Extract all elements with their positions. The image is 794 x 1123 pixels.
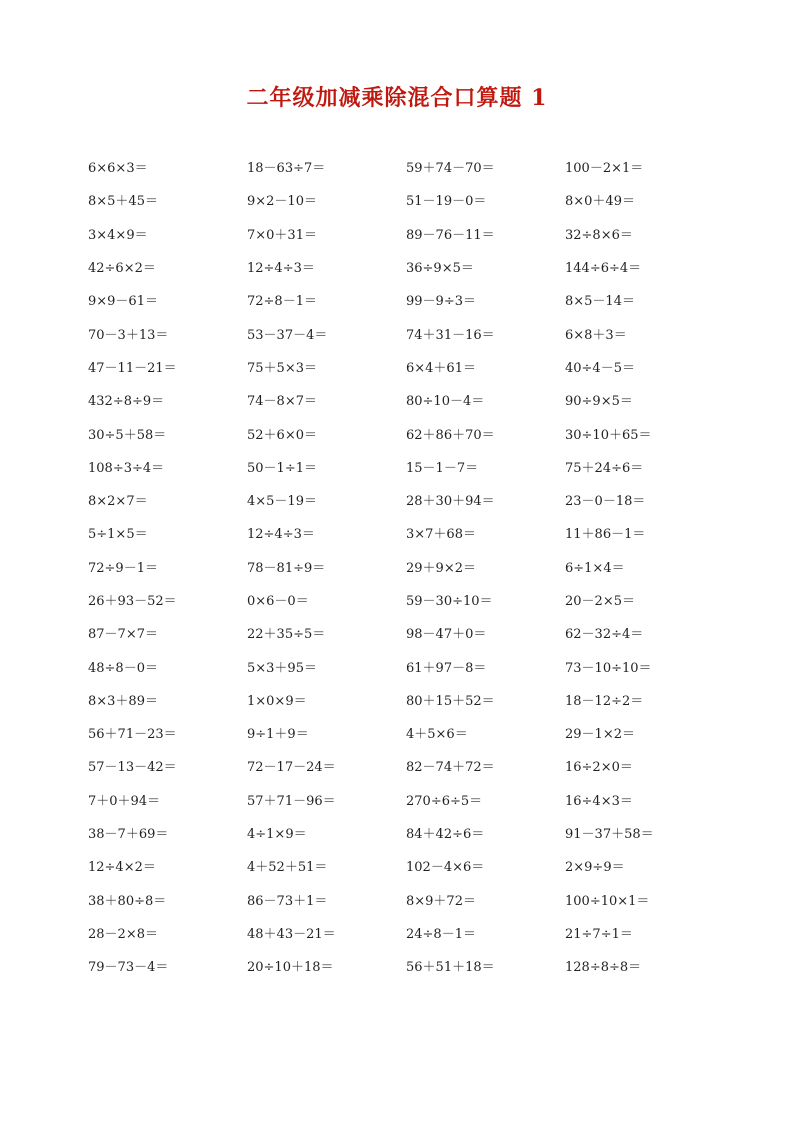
problem-item: 100－2×1＝ [565, 161, 644, 177]
problem-item: 2×9÷9＝ [565, 860, 625, 876]
problem-item: 108÷3÷4＝ [88, 460, 165, 476]
problem-item: 47－11－21＝ [88, 360, 177, 376]
problem-item: 80＋15＋52＝ [406, 693, 495, 709]
problem-item: 29＋9×2＝ [406, 560, 476, 576]
problem-item: 61＋97－8＝ [406, 660, 487, 676]
problem-item: 12÷4×2＝ [88, 860, 156, 876]
problem-item: 73－10÷10＝ [565, 660, 652, 676]
problem-item: 74－8×7＝ [247, 394, 317, 410]
problem-item: 102－4×6＝ [406, 860, 485, 876]
problem-grid [88, 150, 748, 982]
problem-item: 18－12÷2＝ [565, 693, 644, 709]
problem-item: 48＋43－21＝ [247, 926, 336, 942]
problem-item: 32÷8×6＝ [565, 227, 633, 243]
problem-row [88, 583, 748, 616]
problem-item: 9×2－10＝ [247, 194, 317, 210]
problem-item: 72－17－24＝ [247, 760, 336, 776]
problem-item: 0×6－0＝ [247, 594, 309, 609]
problem-item: 5×3＋95＝ [247, 660, 317, 676]
problem-item: 1×0×9＝ [247, 693, 307, 709]
problem-row [88, 783, 748, 816]
problem-item: 11＋86－1＝ [565, 527, 646, 543]
problem-item: 38－7＋69＝ [88, 827, 169, 843]
problem-item: 72÷8－1＝ [247, 294, 317, 310]
problem-item: 57＋71－96＝ [247, 793, 336, 809]
problem-item: 144÷6÷4＝ [565, 261, 642, 277]
problem-item: 28＋30＋94＝ [406, 494, 495, 510]
problem-item: 8×2×7＝ [88, 494, 148, 510]
problem-row [88, 183, 748, 216]
problem-item: 38＋80÷8＝ [88, 893, 167, 909]
problem-item: 7＋0＋94＝ [88, 793, 161, 809]
problem-item: 56＋71－23＝ [88, 727, 177, 743]
problem-item: 52＋6×0＝ [247, 427, 317, 443]
problem-item: 30÷10＋65＝ [565, 427, 652, 443]
problem-row [88, 550, 748, 583]
problem-item: 36÷9×5＝ [406, 261, 474, 277]
problem-item: 3×4×9＝ [88, 227, 148, 243]
problem-item: 23－0－18＝ [565, 494, 646, 510]
problem-item: 6×6×3＝ [88, 161, 148, 177]
problem-row [88, 217, 748, 250]
problem-item: 57－13－42＝ [88, 760, 177, 776]
problem-item: 56＋51＋18＝ [406, 960, 495, 976]
problem-item: 79－73－4＝ [88, 960, 169, 976]
problem-row [88, 649, 748, 682]
problem-row [88, 516, 748, 549]
problem-item: 4÷1×9＝ [247, 827, 307, 843]
problem-row [88, 849, 748, 882]
problem-item: 20÷10＋18＝ [247, 960, 334, 976]
problem-item: 89－76－11＝ [406, 227, 495, 243]
problem-item: 50－1÷1＝ [247, 460, 317, 476]
problem-item: 90÷9×5＝ [565, 394, 633, 410]
problem-row [88, 450, 748, 483]
problem-item: 6×4＋61＝ [406, 360, 476, 376]
problem-item: 21÷7÷1＝ [565, 926, 633, 942]
problem-row [88, 483, 748, 516]
problem-row [88, 416, 748, 449]
problem-item: 5÷1×5＝ [88, 527, 148, 543]
problem-row [88, 250, 748, 283]
problem-item: 26＋93－52＝ [88, 594, 177, 609]
problem-row [88, 383, 748, 416]
problem-item: 62＋86＋70＝ [406, 427, 495, 443]
problem-item: 53－37－4＝ [247, 327, 328, 343]
problem-item: 9÷1＋9＝ [247, 727, 309, 743]
problem-item: 99－9÷3＝ [406, 294, 476, 310]
problem-item: 30÷5＋58＝ [88, 427, 167, 443]
problem-item: 9×9－61＝ [88, 294, 158, 310]
problem-item: 87－7×7＝ [88, 627, 158, 643]
problem-item: 48÷8－0＝ [88, 660, 158, 676]
problem-item: 75＋5×3＝ [247, 360, 317, 376]
problem-item: 51－19－0＝ [406, 194, 487, 210]
problem-row [88, 683, 748, 716]
problem-item: 29－1×2＝ [565, 727, 635, 743]
problem-item: 6×8＋3＝ [565, 327, 627, 343]
problem-item: 16÷2×0＝ [565, 760, 633, 776]
problem-item: 98－47＋0＝ [406, 627, 487, 643]
problem-item: 128÷8÷8＝ [565, 960, 642, 976]
problem-item: 12÷4÷3＝ [247, 527, 315, 543]
problem-item: 75＋24÷6＝ [565, 460, 644, 476]
problem-row [88, 316, 748, 349]
problem-item: 7×0＋31＝ [247, 227, 317, 243]
problem-item: 16÷4×3＝ [565, 793, 633, 809]
problem-row [88, 883, 748, 916]
problem-row [88, 150, 748, 183]
problem-item: 8×3＋89＝ [88, 693, 158, 709]
problem-item: 24÷8－1＝ [406, 926, 476, 942]
problem-item: 72÷9－1＝ [88, 560, 158, 576]
problem-item: 80÷10－4＝ [406, 394, 485, 410]
problem-row [88, 816, 748, 849]
problem-item: 86－73＋1＝ [247, 893, 328, 909]
problem-row [88, 616, 748, 649]
problem-item: 91－37＋58＝ [565, 827, 654, 843]
problem-row [88, 283, 748, 316]
problem-item: 8×9＋72＝ [406, 893, 476, 909]
problem-item: 82－74＋72＝ [406, 760, 495, 776]
problem-item: 432÷8÷9＝ [88, 394, 165, 410]
problem-item: 70－3＋13＝ [88, 327, 169, 343]
problem-row [88, 716, 748, 749]
problem-item: 62－32÷4＝ [565, 627, 644, 643]
problem-item: 42÷6×2＝ [88, 261, 156, 277]
problem-item: 84＋42÷6＝ [406, 827, 485, 843]
problem-item: 59－30÷10＝ [406, 594, 493, 609]
problem-item: 20－2×5＝ [565, 594, 635, 609]
problem-item: 28－2×8＝ [88, 926, 158, 942]
problem-row [88, 350, 748, 383]
problem-item: 8×0＋49＝ [565, 194, 635, 210]
problem-item: 4＋52＋51＝ [247, 860, 328, 876]
problem-item: 18－63÷7＝ [247, 161, 326, 177]
problem-row [88, 949, 748, 982]
problem-item: 4×5－19＝ [247, 494, 317, 510]
problem-item: 15－1－7＝ [406, 460, 479, 476]
problem-item: 4＋5×6＝ [406, 727, 468, 743]
problem-item: 8×5＋45＝ [88, 194, 158, 210]
problem-item: 74＋31－16＝ [406, 327, 495, 343]
problem-item: 78－81÷9＝ [247, 560, 326, 576]
problem-item: 22＋35÷5＝ [247, 627, 326, 643]
problem-item: 59＋74－70＝ [406, 161, 495, 177]
problem-item: 100÷10×1＝ [565, 893, 650, 909]
problem-row [88, 749, 748, 782]
problem-item: 270÷6÷5＝ [406, 793, 483, 809]
problem-item: 40÷4－5＝ [565, 360, 635, 376]
problem-item: 8×5－14＝ [565, 294, 635, 310]
problem-row [88, 916, 748, 949]
problem-item: 12÷4÷3＝ [247, 261, 315, 277]
problem-item: 3×7＋68＝ [406, 527, 476, 543]
page-title: 二年级加减乘除混合口算题 1 [246, 85, 548, 111]
problem-item: 6÷1×4＝ [565, 560, 625, 576]
